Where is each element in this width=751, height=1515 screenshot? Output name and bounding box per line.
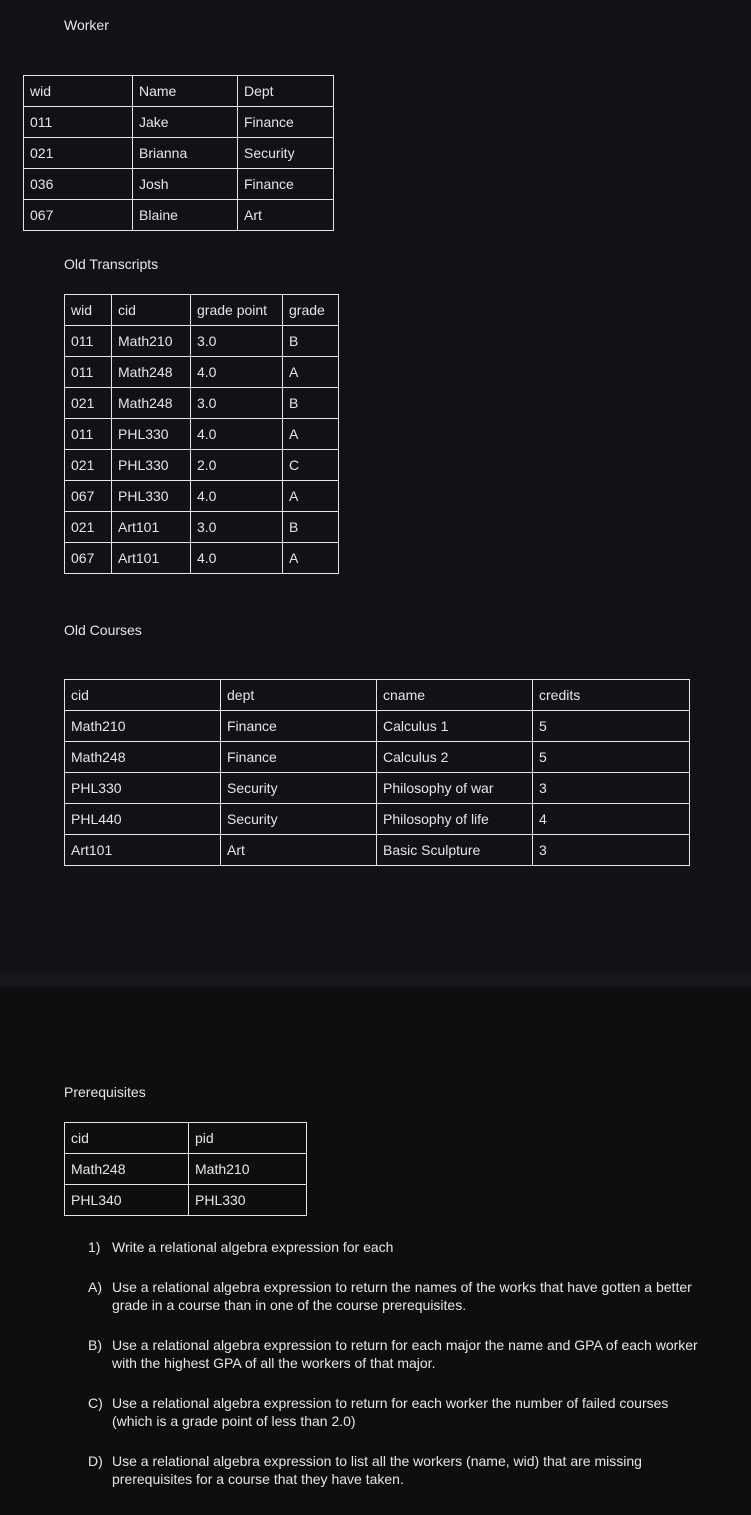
table-cell: B (283, 326, 339, 357)
table-row (65, 357, 339, 388)
table-row (24, 200, 334, 231)
table-row (65, 512, 339, 543)
section-divider (0, 975, 751, 987)
table-cell: Security (221, 804, 377, 835)
header-cell: wid (65, 295, 112, 326)
table-cell: B (283, 388, 339, 419)
table-header-row (65, 1123, 307, 1154)
table-header-row (65, 680, 690, 711)
table-cell: Art101 (112, 512, 191, 543)
table-cell: Finance (221, 742, 377, 773)
table-cell: A (283, 419, 339, 450)
table-cell: 4.0 (191, 543, 283, 574)
header-cell: cid (65, 680, 221, 711)
question-intro: Write a relational algebra expression for each (112, 1239, 394, 1255)
courses-table (64, 679, 690, 866)
question-label: B) (88, 1337, 102, 1353)
worker-table (23, 75, 334, 231)
table-row (24, 169, 334, 200)
table-cell: 067 (65, 543, 112, 574)
table-cell: PHL330 (112, 419, 191, 450)
table-cell: 4.0 (191, 357, 283, 388)
header-cell: wid (24, 76, 133, 107)
question-label: D) (88, 1453, 103, 1469)
table-cell: Jake (133, 107, 238, 138)
table-cell: 011 (65, 419, 112, 450)
question-text: Use a relational algebra expression to list all the workers (name, wid) that are missing prerequisites for a course that they have taken. (112, 1453, 642, 1487)
header-cell: grade (283, 295, 339, 326)
transcripts-table (64, 294, 339, 574)
list-item (88, 1336, 698, 1372)
table-cell: 4.0 (191, 481, 283, 512)
table-row (65, 835, 690, 866)
table-row (65, 742, 690, 773)
table-cell: 036 (24, 169, 133, 200)
question-label: C) (88, 1395, 103, 1411)
table-cell: Finance (238, 169, 334, 200)
table-cell: 021 (65, 388, 112, 419)
table-cell: PHL330 (189, 1185, 307, 1216)
table-row (24, 107, 334, 138)
table-cell: A (283, 481, 339, 512)
table-row (65, 804, 690, 835)
header-cell: cid (112, 295, 191, 326)
table-cell: PHL440 (65, 804, 221, 835)
table-cell: Math210 (189, 1154, 307, 1185)
table-row (65, 1154, 307, 1185)
table-cell: 3.0 (191, 326, 283, 357)
table-cell: 021 (24, 138, 133, 169)
header-cell: Dept (238, 76, 334, 107)
question-text: Use a relational algebra expression to return for each major the name and GPA of each worker with the highest GPA of all the workers of that major. (112, 1337, 698, 1371)
table-cell: 011 (65, 357, 112, 388)
table-row (65, 1185, 307, 1216)
table-row (24, 138, 334, 169)
table-cell: 021 (65, 450, 112, 481)
list-item (88, 1394, 698, 1430)
table-cell: Basic Sculpture (377, 835, 533, 866)
list-item (88, 1238, 698, 1256)
prereqs-table (64, 1122, 307, 1216)
table-cell: Security (221, 773, 377, 804)
table-cell: Blaine (133, 200, 238, 231)
worker-title: Worker (64, 17, 109, 33)
question-label: A) (88, 1279, 102, 1295)
table-row (65, 326, 339, 357)
table-cell: Math210 (65, 711, 221, 742)
transcripts-title: Old Transcripts (64, 256, 159, 272)
table-cell: Josh (133, 169, 238, 200)
table-cell: PHL330 (112, 481, 191, 512)
table-cell: 3 (533, 835, 690, 866)
table-row (65, 711, 690, 742)
courses-title: Old Courses (64, 622, 142, 638)
table-row (65, 773, 690, 804)
table-cell: Art101 (112, 543, 191, 574)
table-cell: A (283, 357, 339, 388)
table-cell: Brianna (133, 138, 238, 169)
table-header-row (65, 295, 339, 326)
header-cell: pid (189, 1123, 307, 1154)
table-cell: 011 (65, 326, 112, 357)
table-cell: Art101 (65, 835, 221, 866)
table-cell: Math248 (65, 1154, 189, 1185)
header-cell: Name (133, 76, 238, 107)
table-cell: PHL330 (112, 450, 191, 481)
table-row (65, 450, 339, 481)
table-row (65, 481, 339, 512)
list-item (88, 1278, 698, 1314)
table-cell: 3.0 (191, 512, 283, 543)
table-cell: Calculus 1 (377, 711, 533, 742)
table-cell: C (283, 450, 339, 481)
table-cell: Philosophy of life (377, 804, 533, 835)
table-cell: 3 (533, 773, 690, 804)
table-row (65, 419, 339, 450)
header-cell: cid (65, 1123, 189, 1154)
question-number: 1) (88, 1239, 101, 1255)
table-cell: Art (238, 200, 334, 231)
table-row (65, 543, 339, 574)
table-cell: Math248 (112, 357, 191, 388)
table-cell: 5 (533, 711, 690, 742)
table-row (65, 388, 339, 419)
prereqs-title: Prerequisites (64, 1084, 146, 1100)
header-cell: credits (533, 680, 690, 711)
table-cell: 067 (24, 200, 133, 231)
table-cell: Finance (221, 711, 377, 742)
table-cell: A (283, 543, 339, 574)
table-cell: 021 (65, 512, 112, 543)
question-text: Use a relational algebra expression to return for each worker the number of failed courses (which is a grade point of less than 2.0) (112, 1395, 669, 1429)
table-cell: 5 (533, 742, 690, 773)
question-list (88, 1238, 698, 1488)
table-cell: 4.0 (191, 419, 283, 450)
table-cell: Math248 (112, 388, 191, 419)
table-cell: 4 (533, 804, 690, 835)
table-cell: Math210 (112, 326, 191, 357)
table-cell: Art (221, 835, 377, 866)
table-cell: Math248 (65, 742, 221, 773)
table-cell: Security (238, 138, 334, 169)
table-cell: Philosophy of war (377, 773, 533, 804)
table-cell: 3.0 (191, 388, 283, 419)
table-cell: Calculus 2 (377, 742, 533, 773)
header-cell: grade point (191, 295, 283, 326)
table-cell: PHL340 (65, 1185, 189, 1216)
table-header-row (24, 76, 334, 107)
table-cell: PHL330 (65, 773, 221, 804)
table-cell: 067 (65, 481, 112, 512)
table-cell: B (283, 512, 339, 543)
header-cell: dept (221, 680, 377, 711)
table-cell: 2.0 (191, 450, 283, 481)
header-cell: cname (377, 680, 533, 711)
table-cell: Finance (238, 107, 334, 138)
list-item (88, 1452, 698, 1488)
question-text: Use a relational algebra expression to return the names of the works that have gotten a better grade in a course than in one of the course prerequisites. (112, 1279, 692, 1313)
table-cell: 011 (24, 107, 133, 138)
